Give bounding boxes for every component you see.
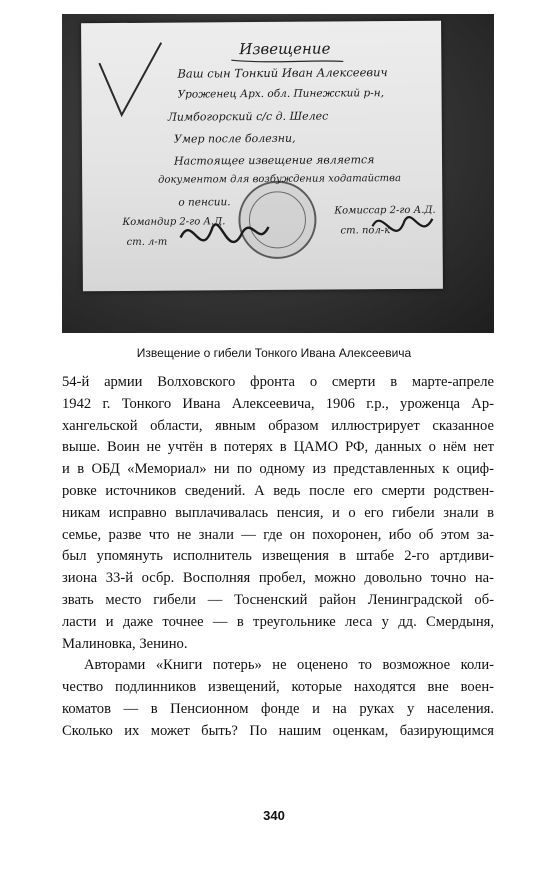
notice-title: Извещение: [239, 39, 331, 59]
text-line: 1942 г. Тонкого Ивана Алексеевича, 1906 г.р., уроженца Ар-: [62, 395, 494, 412]
notice-signature-label: Комиссар 2-го А.Д.: [334, 204, 436, 217]
text-line: зиона 33-й осбр. Восполняя пробел, можно довольно точно на-: [62, 570, 494, 587]
notice-signature-label: ст. пол-к: [340, 225, 391, 237]
text-line: чество подлинников извещений, которые находятся вне воен-: [62, 679, 494, 696]
notice-line: Умер после болезни,: [173, 131, 296, 146]
notice-line: о пенсии.: [178, 196, 231, 209]
notice-line: Настоящее извещение является: [173, 153, 375, 168]
text-line: 54-й армии Волховского фронта о смерти в марте-апреле: [62, 374, 494, 390]
text-line: Малиновка, Зенино.: [62, 635, 188, 652]
figure-caption: Извещение о гибели Тонкого Ивана Алексеевича: [136, 346, 412, 360]
text-line: хангельской области, явным образом иллюстрирует сказанное: [62, 417, 494, 434]
check-mark-stroke: [99, 43, 162, 115]
text-line: ласти и даже точнее — в треугольнике леса у дд. Смердыня,: [62, 613, 494, 630]
text-line: звать место гибели — Тосненский район Ленинградской об-: [62, 591, 494, 608]
stamp-circle: [239, 182, 316, 259]
body-text: [62, 372, 494, 743]
text-line: никам исправно выплачивалась пенсия, и о его гибели знали в: [62, 504, 494, 521]
notice-signature-label: ст. л-т: [126, 236, 168, 248]
text-line: и в ОБД «Мемориал» ни по одному из представленных к оциф-: [62, 461, 494, 478]
text-line: выше. Воин не учтён в потерях в ЦАМО РФ, данных о нём нет: [62, 439, 494, 456]
notice-line: Уроженец Арх. обл. Пинежский р-н,: [177, 87, 385, 101]
document-photo: [62, 14, 494, 333]
paragraph-1: [62, 372, 494, 655]
text-line: Авторами «Книги потерь» не оценено то возможное коли-: [84, 657, 494, 674]
text-line: семье, разве что не знали — где он похоронен, ибо об этом за-: [62, 526, 494, 543]
notice-line: Ваш сын Тонкий Иван Алексеевич: [177, 65, 388, 81]
text-line: ровке источников сведений. А ведь после его смерти родствен-: [62, 482, 494, 499]
notice-paper: [81, 21, 443, 292]
notice-line: документом для возбуждения ходатайства: [158, 173, 401, 186]
paragraph-2: [62, 655, 494, 742]
text-line: был упомянуть исполнитель извещения в штабе 2-го артдиви-: [62, 548, 494, 565]
notice-line: Лимбогорский с/с д. Шелес: [167, 109, 329, 124]
text-line: коматов — в Пенсионном фонде и на руках у населения.: [62, 700, 494, 717]
text-line: Сколько их может быть? По нашим оценкам, базирующимся: [62, 722, 494, 739]
page-number: 340: [263, 808, 285, 823]
notice-signature-label: Командир 2-го А.Д.: [122, 216, 226, 228]
